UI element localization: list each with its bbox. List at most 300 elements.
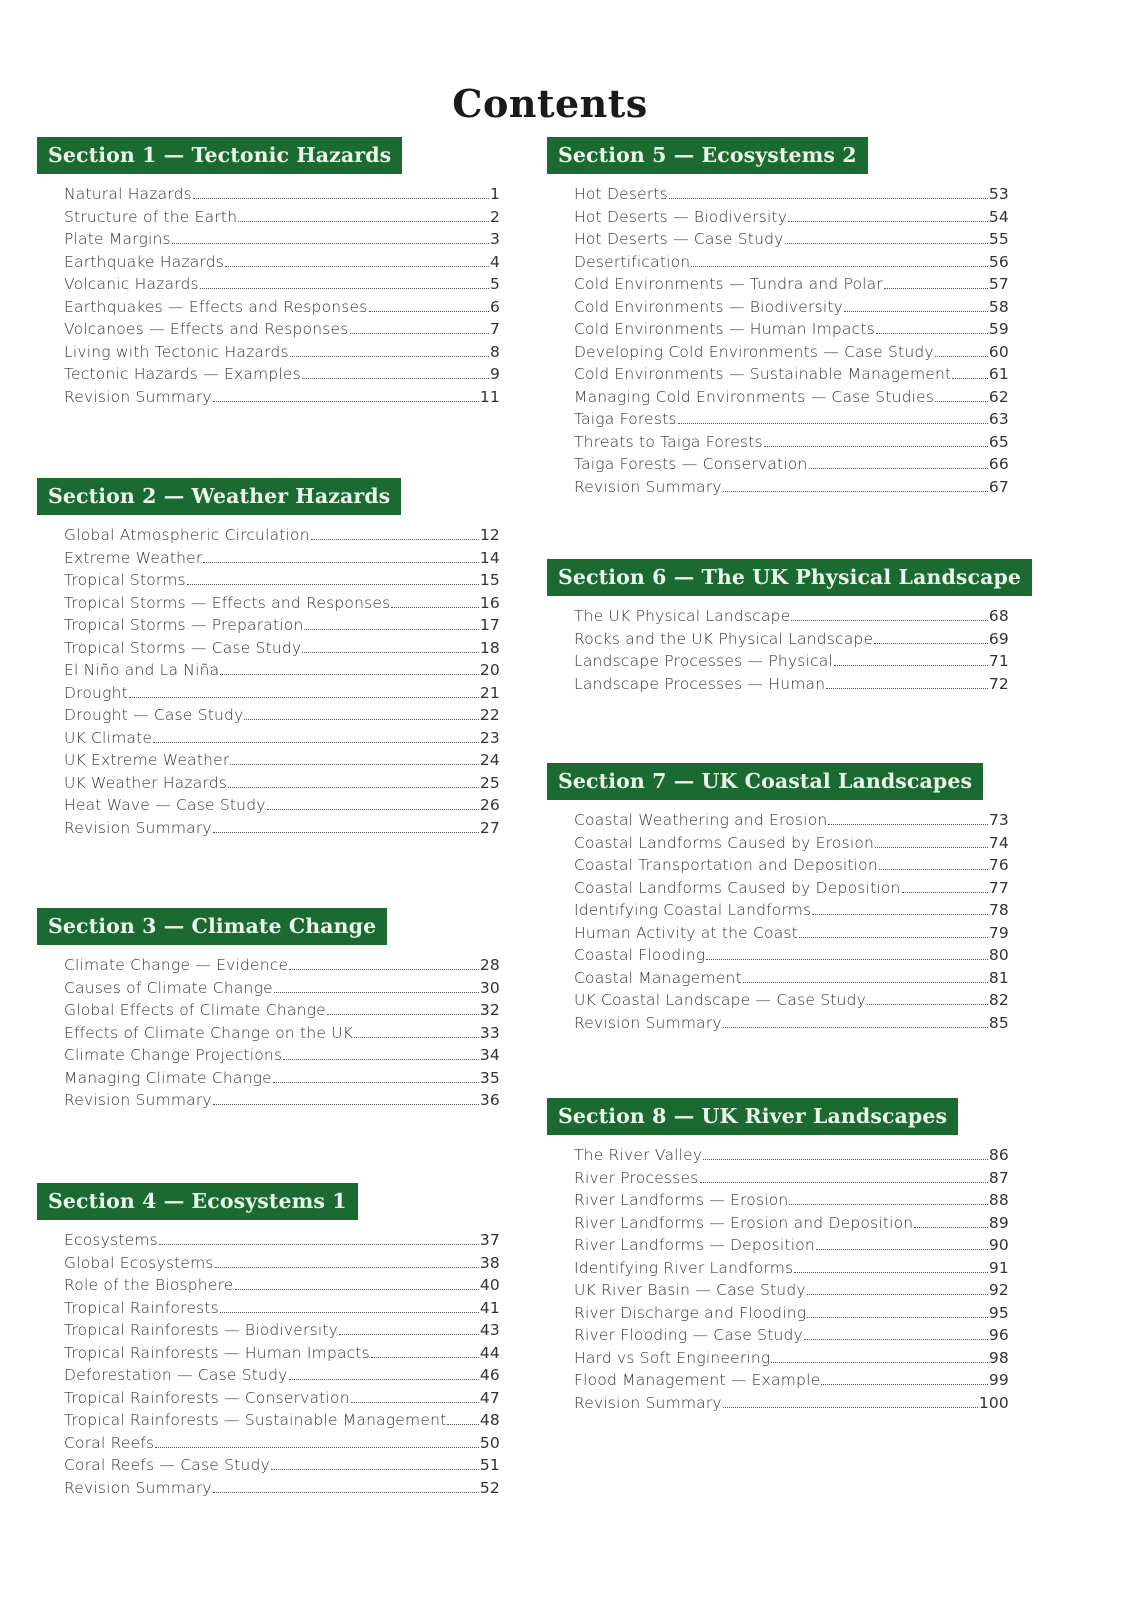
dot-leader — [311, 538, 479, 540]
dot-leader — [302, 377, 489, 379]
toc-entry-title: Tropical Storms — Case Study — [64, 638, 302, 657]
toc-entry-title: Plate Margins — [64, 230, 171, 248]
toc-entry-title: Revision Summary — [574, 477, 722, 496]
toc-entry-title: Developing Cold Environments — Case Study — [574, 342, 934, 361]
dot-leader — [691, 265, 988, 267]
toc-entry[interactable] — [64, 659, 500, 682]
toc-page-number: 82 — [988, 991, 1009, 1009]
section-heading: Section 2 — Weather Hazards — [37, 478, 401, 515]
toc-entry-title: Tropical Rainforests — Biodiversity — [64, 1321, 339, 1339]
toc-entry[interactable] — [64, 547, 500, 570]
toc-entry-title: Tropical Storms — Preparation — [64, 616, 304, 634]
toc-page-number: 38 — [479, 1253, 500, 1272]
toc-page-number: 12 — [479, 526, 500, 544]
toc-entry[interactable] — [64, 794, 500, 817]
dot-leader — [351, 1401, 479, 1403]
toc-page-number: 54 — [988, 207, 1009, 226]
toc-entry-title: Landscape Processes — Human — [574, 674, 826, 693]
dot-leader — [129, 696, 479, 698]
toc-page-number: 66 — [988, 455, 1009, 473]
section-6 — [547, 559, 1022, 695]
toc-entry[interactable] — [574, 1279, 1009, 1302]
section-5 — [547, 137, 1009, 498]
toc-entry[interactable] — [64, 1252, 500, 1275]
dot-leader — [159, 1243, 479, 1245]
toc-entry-title: Global Atmospheric Circulation — [64, 526, 310, 544]
toc-page-number: 77 — [988, 878, 1009, 897]
toc-page-number: 47 — [479, 1388, 500, 1407]
dot-leader — [669, 197, 988, 199]
toc-entry[interactable] — [574, 431, 1009, 454]
toc-entry-title: Revision Summary — [64, 1478, 212, 1497]
dot-leader — [794, 1271, 988, 1273]
toc-page-number: 23 — [479, 728, 500, 747]
toc-entry[interactable] — [64, 1044, 500, 1067]
toc-page-number: 30 — [479, 978, 500, 997]
toc-entry-title: Revision Summary — [64, 387, 212, 406]
toc-entry-title: Global Ecosystems — [64, 1253, 214, 1272]
toc-entry-title: Natural Hazards — [64, 185, 192, 203]
toc-entry[interactable] — [64, 1297, 500, 1320]
toc-page-number: 98 — [988, 1348, 1009, 1367]
toc-entry[interactable] — [64, 363, 500, 386]
toc-entry[interactable] — [64, 1229, 500, 1252]
toc-page-number: 53 — [988, 185, 1009, 203]
dot-leader — [228, 786, 479, 788]
toc-entry[interactable] — [64, 341, 500, 364]
toc-entry[interactable] — [574, 650, 1009, 673]
toc-entry[interactable] — [64, 954, 500, 977]
dot-leader — [703, 1158, 988, 1160]
toc-entry[interactable] — [64, 1319, 500, 1342]
toc-entry-title: Cold Environments — Tundra and Polar — [574, 275, 883, 293]
toc-page-number: 61 — [988, 365, 1009, 383]
toc-entry[interactable] — [574, 341, 1009, 364]
dot-leader — [193, 197, 489, 199]
dot-leader — [764, 445, 988, 447]
dot-leader — [789, 1203, 987, 1205]
dot-leader — [302, 651, 479, 653]
toc-entry-title: River Landforms — Deposition — [574, 1236, 815, 1254]
toc-page-number: 44 — [479, 1343, 500, 1362]
toc-entry-title: Structure of the Earth — [64, 207, 238, 226]
toc-entry-title: Managing Cold Environments — Case Studies — [574, 387, 935, 406]
section-4 — [37, 1183, 500, 1499]
toc-page-number: 79 — [988, 923, 1009, 942]
section-heading: Section 4 — Ecosystems 1 — [37, 1183, 358, 1220]
toc-entry[interactable] — [574, 1257, 1009, 1280]
toc-entry[interactable] — [64, 206, 500, 229]
toc-entry[interactable] — [574, 228, 1009, 251]
toc-page-number: 56 — [988, 252, 1009, 271]
toc-page-number: 81 — [988, 968, 1009, 987]
toc-entry-title: Climate Change — Evidence — [64, 956, 289, 974]
toc-page-number: 7 — [489, 320, 500, 338]
toc-page-number: 27 — [479, 818, 500, 837]
toc-entry[interactable] — [64, 772, 500, 795]
dot-leader — [290, 355, 489, 357]
toc-entry-title: Global Effects of Climate Change — [64, 1001, 326, 1019]
dot-leader — [235, 1288, 479, 1290]
toc-entry-list — [64, 183, 500, 408]
toc-entry[interactable] — [574, 1324, 1009, 1347]
toc-entry-title: River Flooding — Case Study — [574, 1326, 803, 1344]
toc-entry-title: Tropical Storms — [64, 571, 186, 589]
toc-page-number: 35 — [479, 1068, 500, 1087]
dot-leader — [844, 310, 988, 312]
toc-page-number: 99 — [988, 1371, 1009, 1389]
section-2 — [37, 478, 500, 839]
toc-entry-title: Cold Environments — Sustainable Management — [574, 365, 952, 383]
dot-leader — [230, 763, 478, 765]
section-heading: Section 3 — Climate Change — [37, 908, 387, 945]
toc-entry-title: Effects of Climate Change on the UK — [64, 1023, 354, 1042]
dot-leader — [391, 606, 478, 608]
toc-entry[interactable] — [574, 1302, 1009, 1325]
toc-entry[interactable] — [64, 817, 500, 840]
toc-entry-title: Desertification — [574, 252, 691, 271]
toc-page-number: 91 — [988, 1258, 1009, 1277]
toc-entry-title: Tropical Rainforests — [64, 1298, 219, 1317]
toc-entry[interactable] — [64, 183, 500, 206]
toc-entry[interactable] — [64, 1022, 500, 1045]
toc-entry[interactable] — [574, 922, 1009, 945]
toc-page-number: 9 — [489, 365, 500, 383]
toc-entry-title: Causes of Climate Change — [64, 978, 273, 997]
toc-entry-title: Revision Summary — [64, 1091, 212, 1109]
toc-page-number: 52 — [479, 1478, 500, 1497]
toc-entry[interactable] — [574, 1234, 1009, 1257]
toc-entry[interactable] — [574, 989, 1009, 1012]
toc-page-number: 96 — [988, 1326, 1009, 1344]
dot-leader — [935, 355, 988, 357]
toc-entry[interactable] — [574, 944, 1009, 967]
toc-entry-title: River Landforms — Erosion and Deposition — [574, 1213, 914, 1232]
dot-leader — [369, 310, 489, 312]
toc-page-number: 67 — [988, 477, 1009, 496]
toc-entry[interactable] — [574, 1144, 1009, 1167]
dot-leader — [743, 981, 988, 983]
toc-entry[interactable] — [574, 206, 1009, 229]
dot-leader — [213, 1103, 479, 1105]
toc-entry-title: Human Activity at the Coast — [574, 923, 798, 942]
toc-page-number: 37 — [479, 1231, 500, 1249]
dot-leader — [914, 1226, 988, 1228]
toc-page-number: 63 — [988, 410, 1009, 428]
toc-entry[interactable] — [574, 1189, 1009, 1212]
toc-entry[interactable] — [574, 1369, 1009, 1392]
toc-entry-title: Ecosystems — [64, 1231, 158, 1249]
toc-page-number: 55 — [988, 230, 1009, 248]
toc-page-number: 46 — [479, 1366, 500, 1384]
dot-leader — [952, 377, 988, 379]
dot-leader — [153, 741, 479, 743]
dot-leader — [213, 1491, 479, 1493]
toc-entry-title: Coastal Flooding — [574, 946, 706, 964]
toc-entry[interactable] — [574, 251, 1009, 274]
toc-page-number: 15 — [479, 571, 500, 589]
toc-entry[interactable] — [574, 877, 1009, 900]
dot-leader — [213, 400, 479, 402]
toc-page-number: 6 — [489, 297, 500, 316]
toc-entry-list — [574, 809, 1009, 1034]
toc-entry-title: Drought — [64, 683, 128, 702]
toc-entry-title: UK Coastal Landscape — Case Study — [574, 991, 866, 1009]
toc-entry-title: Hard vs Soft Engineering — [574, 1348, 771, 1367]
section-heading: Section 7 — UK Coastal Landscapes — [547, 763, 983, 800]
toc-entry-title: Cold Environments — Human Impacts — [574, 320, 875, 338]
dot-leader — [807, 1316, 988, 1318]
toc-entry[interactable] — [574, 318, 1009, 341]
toc-entry-title: Revision Summary — [574, 1393, 722, 1412]
toc-entry-title: Hot Deserts — [574, 185, 668, 203]
toc-entry[interactable] — [574, 1012, 1009, 1035]
toc-entry[interactable] — [574, 183, 1009, 206]
toc-entry[interactable] — [64, 318, 500, 341]
dot-leader — [155, 1446, 479, 1448]
toc-page-number: 40 — [479, 1276, 500, 1294]
toc-entry-title: River Landforms — Erosion — [574, 1191, 789, 1209]
toc-page-number: 92 — [988, 1281, 1009, 1299]
toc-entry-title: Drought — Case Study — [64, 706, 244, 724]
dot-leader — [771, 1361, 987, 1363]
toc-entry-title: UK Climate — [64, 728, 153, 747]
toc-entry[interactable] — [574, 408, 1009, 431]
dot-leader — [902, 891, 988, 893]
toc-entry[interactable] — [64, 273, 500, 296]
toc-entry-title: Tropical Rainforests — Sustainable Management — [64, 1411, 447, 1429]
toc-page-number: 11 — [479, 387, 500, 406]
toc-page-number: 36 — [479, 1091, 500, 1109]
dot-leader — [267, 808, 479, 810]
toc-page-number: 59 — [988, 320, 1009, 338]
toc-page-number: 2 — [489, 207, 500, 226]
toc-entry[interactable] — [64, 1409, 500, 1432]
toc-entry[interactable] — [574, 809, 1009, 832]
toc-entry-title: Identifying Coastal Landforms — [574, 901, 812, 919]
toc-page-number: 32 — [479, 1001, 500, 1019]
section-heading: Section 8 — UK River Landscapes — [547, 1098, 958, 1135]
toc-page-number: 100 — [978, 1393, 1009, 1412]
toc-entry-title: Volcanoes — Effects and Responses — [64, 320, 349, 338]
toc-entry[interactable] — [64, 296, 500, 319]
toc-page-number: 25 — [479, 773, 500, 792]
dot-leader — [821, 1383, 988, 1385]
dot-leader — [172, 242, 489, 244]
toc-page-number: 80 — [988, 946, 1009, 964]
toc-entry[interactable] — [574, 854, 1009, 877]
toc-entry-title: River Discharge and Flooding — [574, 1303, 807, 1322]
toc-page-number: 24 — [479, 751, 500, 769]
toc-entry-title: River Processes — [574, 1168, 699, 1187]
toc-entry[interactable] — [64, 614, 500, 637]
toc-entry[interactable] — [574, 453, 1009, 476]
toc-entry[interactable] — [64, 1477, 500, 1500]
toc-entry[interactable] — [64, 1454, 500, 1477]
dot-leader — [807, 1293, 988, 1295]
toc-page-number: 95 — [988, 1303, 1009, 1322]
toc-entry-title: Role of the Biosphere — [64, 1276, 234, 1294]
dot-leader — [339, 1333, 479, 1335]
dot-leader — [225, 265, 489, 267]
toc-entry[interactable] — [64, 1364, 500, 1387]
toc-entry[interactable] — [574, 296, 1009, 319]
dot-leader — [215, 1266, 479, 1268]
dot-leader — [289, 968, 479, 970]
dot-leader — [826, 687, 988, 689]
toc-entry[interactable] — [64, 228, 500, 251]
toc-entry[interactable] — [574, 1212, 1009, 1235]
toc-entry-title: Earthquake Hazards — [64, 252, 225, 271]
dot-leader — [706, 958, 988, 960]
toc-page-number: 43 — [479, 1321, 500, 1339]
toc-page-number: 90 — [988, 1236, 1009, 1254]
toc-entry-title: El Niño and La Niña — [64, 661, 220, 679]
toc-entry[interactable] — [64, 1067, 500, 1090]
dot-leader — [273, 1081, 479, 1083]
toc-page-number: 8 — [489, 342, 500, 361]
toc-entry[interactable] — [64, 1432, 500, 1455]
dot-leader — [354, 1036, 479, 1038]
toc-entry[interactable] — [64, 524, 500, 547]
toc-entry-title: Tectonic Hazards — Examples — [64, 365, 301, 383]
toc-entry-title: The UK Physical Landscape — [574, 607, 791, 625]
toc-entry-title: Tropical Rainforests — Conservation — [64, 1388, 350, 1407]
dot-leader — [723, 1406, 978, 1408]
toc-entry[interactable] — [574, 1392, 1009, 1415]
dot-leader — [203, 561, 478, 563]
section-heading: Section 1 — Tectonic Hazards — [37, 137, 402, 174]
toc-entry-title: Coral Reefs — [64, 1433, 155, 1452]
toc-entry[interactable] — [574, 899, 1009, 922]
toc-entry[interactable] — [64, 569, 500, 592]
toc-page-number: 50 — [479, 1433, 500, 1452]
toc-entry[interactable] — [64, 999, 500, 1022]
toc-page-number: 74 — [988, 833, 1009, 852]
dot-leader — [200, 287, 489, 289]
toc-page-number: 14 — [479, 548, 500, 567]
toc-entry[interactable] — [64, 637, 500, 660]
toc-page-number: 71 — [988, 652, 1009, 670]
dot-leader — [867, 1003, 988, 1005]
toc-entry-list — [574, 605, 1009, 695]
dot-leader — [816, 1248, 988, 1250]
toc-entry[interactable] — [64, 1274, 500, 1297]
toc-entry[interactable] — [64, 592, 500, 615]
toc-page-number: 58 — [988, 297, 1009, 316]
dot-leader — [828, 823, 987, 825]
dot-leader — [187, 583, 479, 585]
toc-entry[interactable] — [64, 386, 500, 409]
dot-leader — [935, 400, 988, 402]
toc-entry[interactable] — [64, 977, 500, 1000]
toc-entry[interactable] — [574, 476, 1009, 499]
toc-entry-title: Climate Change Projections — [64, 1046, 283, 1064]
toc-page-number: 73 — [988, 811, 1009, 829]
toc-entry[interactable] — [574, 628, 1009, 651]
toc-page-number: 22 — [479, 706, 500, 724]
toc-entry[interactable] — [64, 1342, 500, 1365]
toc-entry[interactable] — [64, 749, 500, 772]
toc-entry[interactable] — [574, 605, 1009, 628]
toc-entry[interactable] — [574, 386, 1009, 409]
toc-entry-title: Coral Reefs — Case Study — [64, 1456, 270, 1474]
toc-page-number: 88 — [988, 1191, 1009, 1209]
toc-page-number: 20 — [479, 661, 500, 679]
toc-entry-title: Revision Summary — [64, 818, 212, 837]
toc-entry[interactable] — [574, 273, 1009, 296]
toc-entry[interactable] — [64, 727, 500, 750]
toc-entry-title: UK Extreme Weather — [64, 751, 230, 769]
dot-leader — [809, 467, 988, 469]
toc-entry[interactable] — [574, 673, 1009, 696]
toc-entry-title: Heat Wave — Case Study — [64, 796, 266, 814]
toc-page-number: 68 — [988, 607, 1009, 625]
toc-page-number: 26 — [479, 796, 500, 814]
section-heading: Section 5 — Ecosystems 2 — [547, 137, 868, 174]
dot-leader — [304, 628, 478, 630]
toc-entry-title: Landscape Processes — Physical — [574, 652, 834, 670]
section-3 — [37, 908, 500, 1112]
dot-leader — [884, 287, 988, 289]
toc-entry-list — [64, 524, 500, 839]
toc-entry-title: UK River Basin — Case Study — [574, 1281, 806, 1299]
toc-entry[interactable] — [64, 251, 500, 274]
toc-page-number: 86 — [988, 1146, 1009, 1164]
toc-entry-title: Hot Deserts — Case Study — [574, 230, 784, 248]
toc-entry-title: Taiga Forests — [574, 410, 677, 428]
toc-page-number: 51 — [479, 1456, 500, 1474]
toc-entry-title: Coastal Management — [574, 968, 742, 987]
dot-leader — [723, 490, 988, 492]
toc-page-number: 33 — [479, 1023, 500, 1042]
toc-entry-title: Extreme Weather — [64, 548, 203, 567]
toc-page-number: 76 — [988, 856, 1009, 874]
dot-leader — [875, 846, 988, 848]
dot-leader — [371, 1356, 479, 1358]
toc-entry[interactable] — [574, 1347, 1009, 1370]
toc-entry[interactable] — [64, 1089, 500, 1112]
toc-entry-title: Coastal Transportation and Deposition — [574, 856, 878, 874]
dot-leader — [700, 1181, 988, 1183]
toc-entry-title: Managing Climate Change — [64, 1068, 272, 1087]
toc-entry-title: Living with Tectonic Hazards — [64, 342, 289, 361]
toc-entry-title: Rocks and the UK Physical Landscape — [574, 629, 874, 648]
dot-leader — [678, 422, 988, 424]
dot-leader — [812, 913, 988, 915]
toc-page-number: 69 — [988, 629, 1009, 648]
toc-entry[interactable] — [574, 832, 1009, 855]
toc-page-number: 41 — [479, 1298, 500, 1317]
dot-leader — [244, 718, 478, 720]
toc-entry-list — [574, 183, 1009, 498]
section-heading: Section 6 — The UK Physical Landscape — [547, 559, 1032, 596]
toc-page-number: 18 — [479, 638, 500, 657]
toc-entry[interactable] — [574, 1167, 1009, 1190]
toc-page-number: 5 — [489, 275, 500, 293]
dot-leader — [723, 1026, 988, 1028]
toc-page-number: 87 — [988, 1168, 1009, 1187]
dot-leader — [220, 673, 479, 675]
dot-leader — [289, 1378, 479, 1380]
toc-entry[interactable] — [574, 363, 1009, 386]
toc-entry[interactable] — [64, 704, 500, 727]
toc-entry[interactable] — [64, 1387, 500, 1410]
toc-entry[interactable] — [574, 967, 1009, 990]
toc-entry[interactable] — [64, 682, 500, 705]
toc-page-number: 34 — [479, 1046, 500, 1064]
toc-page-number: 1 — [489, 185, 500, 203]
